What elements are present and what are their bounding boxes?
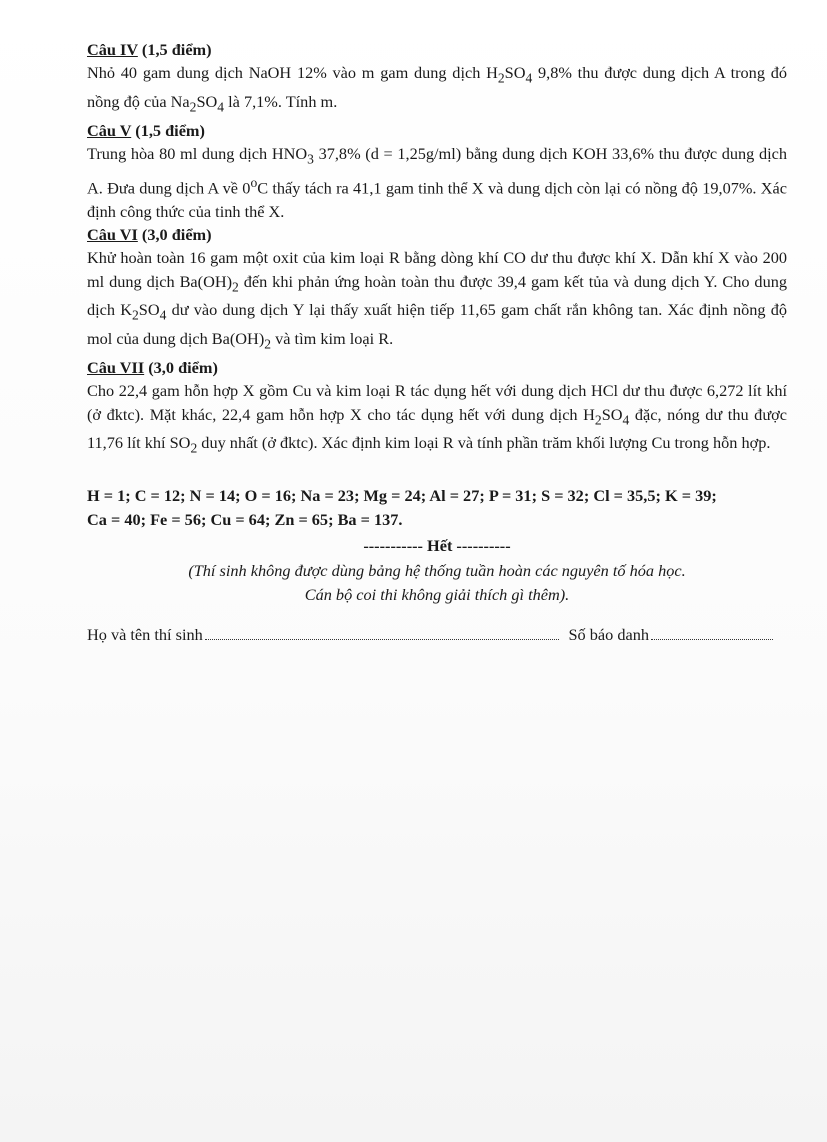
question-6-points: (3,0 điểm) bbox=[141, 225, 212, 245]
question-7-heading bbox=[87, 356, 787, 379]
question-6-text: Khử hoàn toàn 16 gam một oxit của kim loại R bằng dòng khí CO dư thu được khí X. Dẫn khí X vào 200 ml dung dịch $Ba(OH)_2$ đến khi phản ứng hoàn toàn thu được 39,4 gam kết tủa và dung dịch Y. Cho dung dịch $K_2SO_4$ dư vào dung dịch Y lại thấy xuất hiện tiếp 11,65 gam chất rắn không tan. Xác định nồng độ mol của dung dịch $Ba(OH)_2$ và tìm kim loại R. bbox=[87, 248, 787, 352]
question-7-points: (3,0 điểm) bbox=[148, 357, 218, 377]
candidate-name-blank[interactable] bbox=[205, 638, 559, 640]
candidate-info bbox=[87, 625, 777, 645]
atomic-masses bbox=[87, 484, 787, 532]
atomic-masses-line-1: H = 1; C = 12; N = 14; O = 16; Na = 23; Mg = 24; Al = 27; P = 31; S = 32; Cl = 35,5; K = 39; bbox=[87, 485, 717, 505]
exam-note bbox=[87, 559, 787, 607]
candidate-name-label: Họ và tên thí sinh bbox=[87, 625, 203, 644]
candidate-id-label: Số báo danh bbox=[568, 625, 649, 644]
question-7-title: Câu VII bbox=[87, 357, 145, 377]
exam-note-line-2: Cán bộ coi thi không giải thích gì thêm). bbox=[304, 585, 570, 605]
question-5-text: Trung hòa 80 ml dung dịch $HNO_3$ 37,8% (d = 1,25g/ml) bằng dung dịch KOH 33,6% thu được dung dịch A. Đưa dung dịch A về 0$^o$C thấy tách ra 41,1 gam tinh thể X và dung dịch còn lại có nồng độ 19,07%. Xác định công thức của tinh thể X. bbox=[87, 144, 788, 221]
question-4-title: Câu IV bbox=[87, 40, 138, 59]
exam-content bbox=[87, 38, 787, 607]
question-7-text: Cho 22,4 gam hỗn hợp X gồm Cu và kim loại R tác dụng hết với dung dịch HCl dư thu được 6,272 lít khí (ở đktc). Mặt khác, 22,4 gam hỗn hợp X cho tác dụng hết với dung dịch $H_2SO_4$ đặc, nóng dư thu được 11,76 lít khí $SO_2$ duy nhất (ở đktc). Xác định kim loại R và tính phần trăm khối lượng Cu trong hỗn hợp. bbox=[87, 381, 787, 456]
question-4-points: (1,5 điểm) bbox=[141, 40, 212, 59]
question-6-title: Câu VI bbox=[87, 225, 138, 245]
question-5-title: Câu V bbox=[87, 120, 132, 140]
atomic-masses-line-2: Ca = 40; Fe = 56; Cu = 64; Zn = 65; Ba = 137. bbox=[87, 509, 403, 529]
exam-note-line-1: (Thí sinh không được dùng bảng hệ thống tuần hoàn các nguyên tố hóa học. bbox=[188, 561, 686, 581]
question-4-text: Nhỏ 40 gam dung dịch NaOH 12% vào m gam dung dịch $H_2SO_4$ 9,8% thu được dung dịch A trong đó nồng độ của $Na_2SO_4$ là 7,1%. Tính m. bbox=[87, 63, 787, 115]
candidate-id-blank[interactable] bbox=[651, 638, 773, 640]
question-5-heading bbox=[87, 119, 787, 142]
question-6-heading bbox=[87, 223, 787, 246]
question-5-points: (1,5 điểm) bbox=[135, 120, 205, 140]
question-4-heading bbox=[87, 38, 787, 61]
end-marker: ----------- Hết ---------- bbox=[363, 535, 511, 555]
